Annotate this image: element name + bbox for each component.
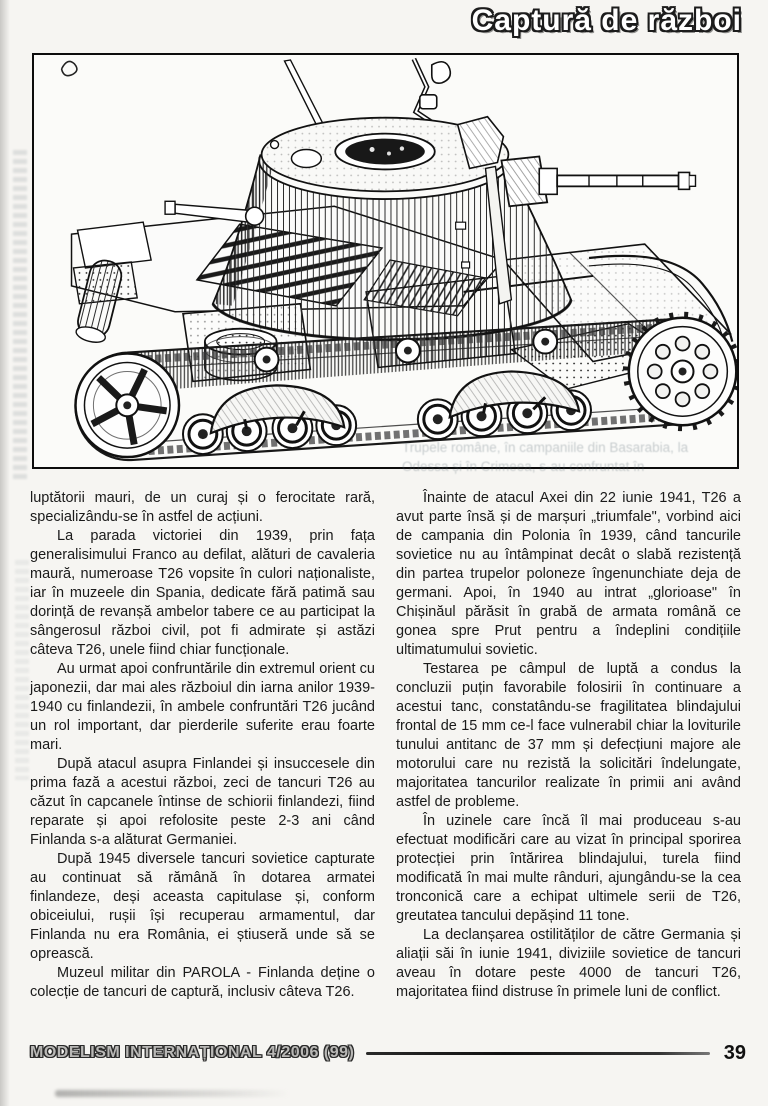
paragraph: Au urmat apoi confruntările din extremul orient cu japonezii, dar mai ales războiul din iarna anilor 1939-1940 cu finlandezii, în ambele confruntări T26 jucând un rol important, dar pierderile suferite erau foarte mari. (30, 661, 375, 753)
paragraph: Testarea pe câmpul de luptă a condus la concluzii puțin favorabile folosirii în continuare a acestui tanc, constatându-se fragilitatea blindajului frontal de 15 mm ce-l face vulnerabil chiar la loviturile tunului antitanc de 37 mm și defecțiuni majore ale motorului care nu rezistă la solicitări îndelungate, majoritatea tancurilor realizate în primii ani având astfel de probleme. (396, 661, 741, 810)
footer-brand: MODELISM INTERNAȚIONAL 4/2006 (99) (30, 1044, 355, 1061)
footer-rule (366, 1052, 709, 1055)
paragraph: După atacul asupra Finlandei și insuccesele din prima fază a acestui război, zeci de tancuri T26 au căzut în capcanele întinse de schiorii finlandezi, fiind reparate și apoi refolosite peste 2-3 ani când Finlanda s-a alăturat Germaniei. (30, 756, 375, 848)
right-column (396, 489, 741, 1047)
ghost-line: Odessa și în Crimeea, s-au confruntat în (402, 458, 645, 474)
scan-smudge (55, 1090, 290, 1097)
margin-bleedthrough-smudge (13, 150, 27, 480)
paragraph: În uzinele care încă îl mai produceau s-au efectuat modificări care au vizat în principal sporirea protecției prin întărirea blindajului, turela fiind modificată în mai multe rânduri, ajungându-se la cea tronconică care a echipat ultimele serii de T26, greutatea tancului depășind 11 tone. (396, 813, 741, 924)
left-column (30, 489, 375, 1047)
page-number: 39 (723, 1041, 746, 1064)
paragraph: luptătorii mauri, de un curaj și o ferocitate rară, specializându-se în astfel de acțiuni. (30, 490, 375, 525)
paragraph: La parada victoriei din 1939, prin fața generalisimului Franco au defilat, alături de cavaleria maură, numeroase T26 vopsite în culori naționaliste, iar în muzeele din Spania, dedicate fără patimă sau dorință de revanșă ambelor tabere ce au participat la sângerosul război civil, pot fi admirate și astăzi câteva T26, unele fiind chiar funcționale. (30, 528, 375, 658)
scribble-mark (62, 61, 77, 75)
figure-frame (32, 53, 739, 474)
machine-gun (501, 157, 695, 207)
bleedthrough-text (402, 441, 732, 478)
ghost-line: Trupele române, în campaniile din Basarabia, la (402, 440, 689, 455)
paragraph: Muzeul militar din PAROLA - Finlanda deține o colecție de tancuri de captură, inclusiv câteva T26. (30, 965, 375, 1000)
turret-group (213, 117, 571, 340)
scan-edge-shadow (0, 0, 10, 1106)
margin-bleedthrough-smudge (15, 560, 29, 780)
idler-wheel (76, 354, 179, 457)
page-title: Captură de război (471, 4, 742, 37)
paragraph: La declanșarea ostilităților de către Germania și aliații săi în iunie 1941, diviziile sovietice de tancuri aveau în dotare peste 4000 de tancuri T26, majoritatea fiind distruse în primele luni de conflict. (396, 927, 741, 1000)
paragraph: După 1945 diversele tancuri sovietice capturate au continuat să rămână în dotarea armatei finlandeze, deși aceasta capitulase și, conform obiceiului, rușii își recuperau armamentul, dar Finlanda nu era România, ei știuseră unde să se oprească. (30, 851, 375, 962)
t26-tank-drawing (34, 55, 737, 467)
paragraph: Înainte de atacul Axei din 22 iunie 1941, T26 a avut parte însă și de marșuri „triumfale", vorbind aici de campania din Polonia în 1939, când tancurile sovietice nu au întâmpinat decât o slabă rezistență din partea trupelor poloneze îngenunchiate deja de germani. Apoi, în 1940 au intrat „glorioase" în Chișinăul părăsit în grabă de armata română ce gonea spre Prut pentru a îndeplini condițiile ultimatumului sovietic. (396, 490, 741, 658)
footer (30, 1040, 746, 1066)
article-body (30, 489, 742, 1047)
